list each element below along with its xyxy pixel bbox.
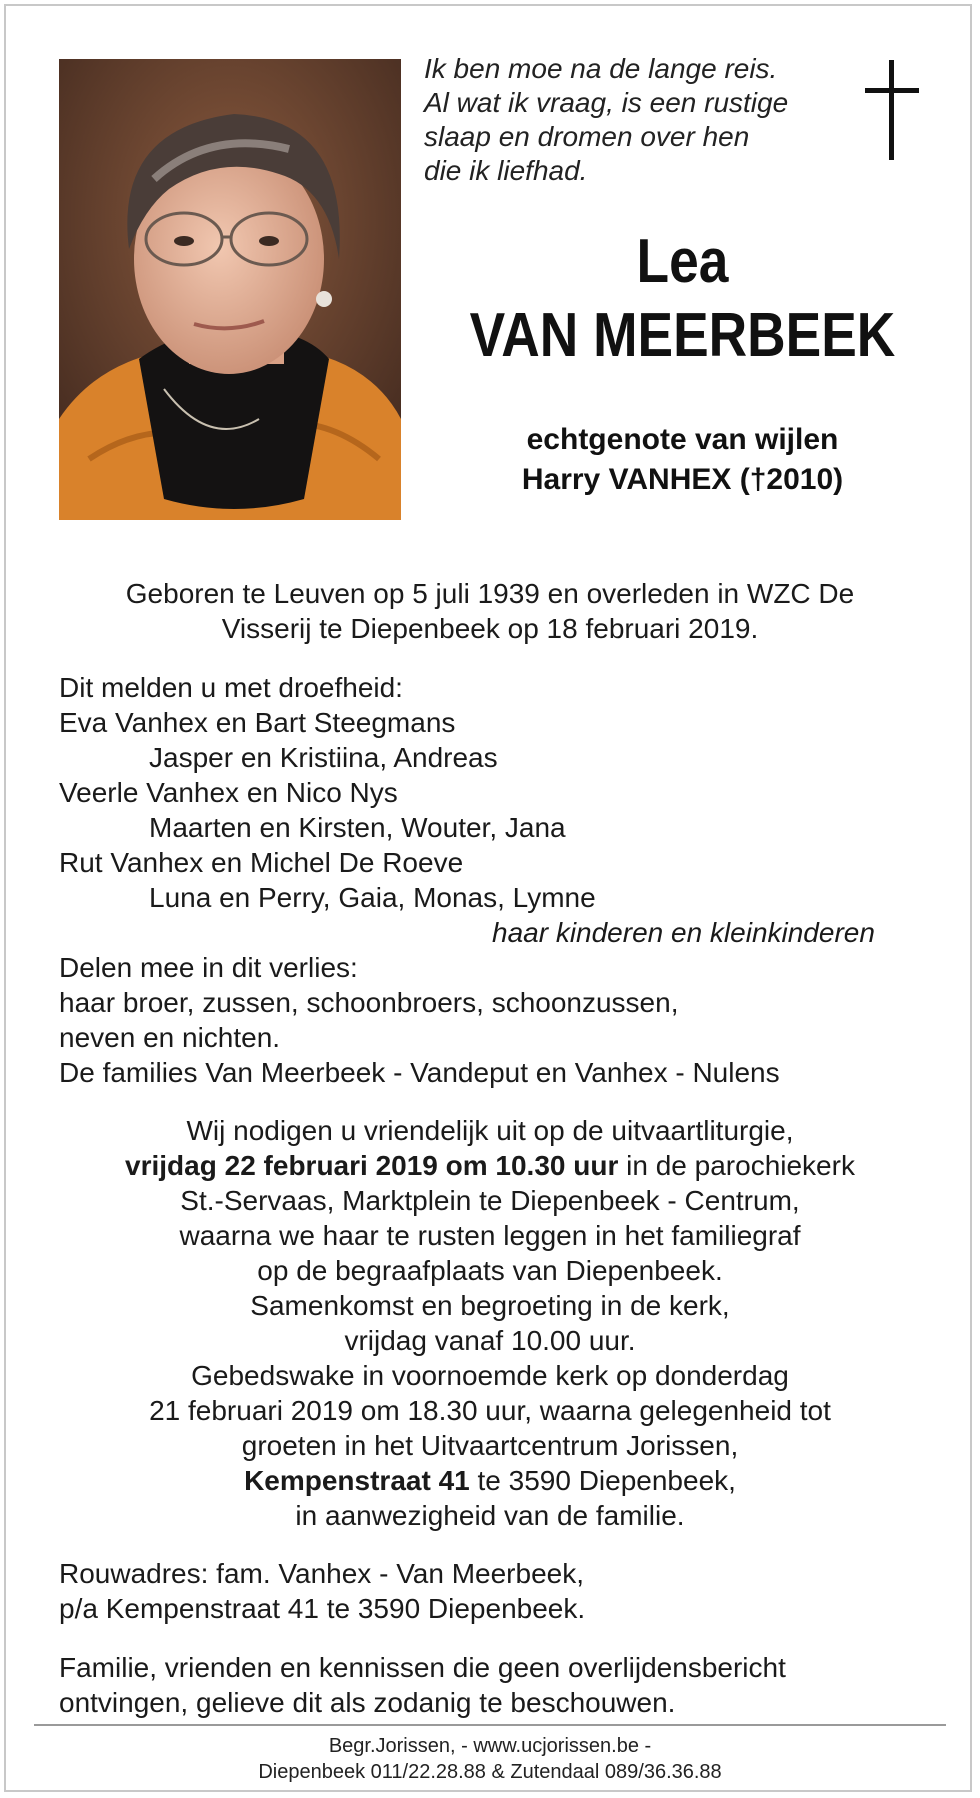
- funeral-line: in aanwezigheid van de familie.: [295, 1500, 685, 1531]
- funeral-line: Samenkomst en begroeting in de kerk,: [250, 1290, 730, 1321]
- funeral-date: vrijdag 22 februari 2019 om 10.30 uur: [125, 1150, 619, 1181]
- share-intro: Delen mee in dit verlies:: [59, 952, 358, 983]
- address-line: p/a Kempenstraat 41 te 3590 Diepenbeek.: [59, 1593, 586, 1624]
- footer-divider: [34, 1724, 946, 1726]
- funeral-line: groeten in het Uitvaartcentrum Jorissen,: [241, 1430, 739, 1461]
- funeral-line: St.-Servaas, Marktplein te Diepenbeek - Centrum,: [180, 1185, 800, 1216]
- funeral-date-line: [30, 1148, 950, 1183]
- funeral-street: Kempenstraat 41: [244, 1465, 470, 1496]
- footer-line: Diepenbeek 011/22.28.88 & Zutendaal 089/36.36.88: [258, 1761, 722, 1783]
- funeral-line: 21 februari 2019 om 18.30 uur, waarna gelegenheid tot: [149, 1395, 831, 1426]
- closing-line: ontvingen, gelieve dit als zodanig te beschouwen.: [59, 1687, 676, 1718]
- spouse-line: echtgenote van wijlen: [526, 423, 839, 456]
- footer-line: Begr.Jorissen, - www.ucjorissen.be -: [328, 1735, 652, 1757]
- funeral-line: Wij nodigen u vriendelijk uit op de uitvaartliturgie,: [186, 1115, 794, 1146]
- deceased-last-name: VAN MEERBEEK: [469, 301, 896, 370]
- family-caption: haar kinderen en kleinkinderen: [492, 917, 875, 948]
- deceased-first-name: Lea: [636, 227, 729, 296]
- poem: [424, 52, 844, 188]
- poem-line: Ik ben moe na de lange reis.: [424, 53, 778, 84]
- birth-line: Geboren te Leuven op 5 juli 1939 en overleden in WZC De: [125, 578, 855, 609]
- funeral-line: Gebedswake in voornoemde kerk op donderdag: [191, 1360, 789, 1391]
- address-line: Rouwadres: fam. Vanhex - Van Meerbeek,: [59, 1558, 584, 1589]
- family-children: Jasper en Kristiina, Andreas: [149, 742, 498, 773]
- poem-line: slaap en dromen over hen: [424, 121, 750, 152]
- share-line: haar broer, zussen, schoonbroers, schoonzussen,: [59, 987, 679, 1018]
- family-parents: Veerle Vanhex en Nico Nys: [59, 777, 398, 808]
- funeral-line: vrijdag vanaf 10.00 uur.: [344, 1325, 636, 1356]
- share-line: neven en nichten.: [59, 1022, 281, 1053]
- portrait-photo: [59, 59, 401, 520]
- spouse-line: Harry VANHEX (†2010): [521, 463, 844, 496]
- funeral-line: waarna we haar te rusten leggen in het familiegraf: [179, 1220, 801, 1251]
- share-line: De families Van Meerbeek - Vandeput en Vanhex - Nulens: [59, 1057, 780, 1088]
- funeral-location-start: in de parochiekerk: [618, 1150, 855, 1181]
- family-children: Maarten en Kirsten, Wouter, Jana: [149, 812, 566, 843]
- poem-line: Al wat ik vraag, is een rustige: [424, 87, 789, 118]
- funeral-line: op de begraafplaats van Diepenbeek.: [257, 1255, 723, 1286]
- funeral-city: te 3590 Diepenbeek,: [469, 1465, 736, 1496]
- announcement-intro: Dit melden u met droefheid:: [59, 672, 403, 703]
- birth-line: Visserij te Diepenbeek op 18 februari 2019.: [221, 613, 759, 644]
- funeral-address-line: [30, 1463, 950, 1498]
- family-parents: Rut Vanhex en Michel De Roeve: [59, 847, 464, 878]
- poem-line: die ik liefhad.: [424, 155, 588, 186]
- closing-line: Familie, vrienden en kennissen die geen overlijdensbericht: [59, 1652, 786, 1683]
- cross-icon: [862, 60, 922, 160]
- family-children: Luna en Perry, Gaia, Monas, Lymne: [149, 882, 596, 913]
- family-parents: Eva Vanhex en Bart Steegmans: [59, 707, 456, 738]
